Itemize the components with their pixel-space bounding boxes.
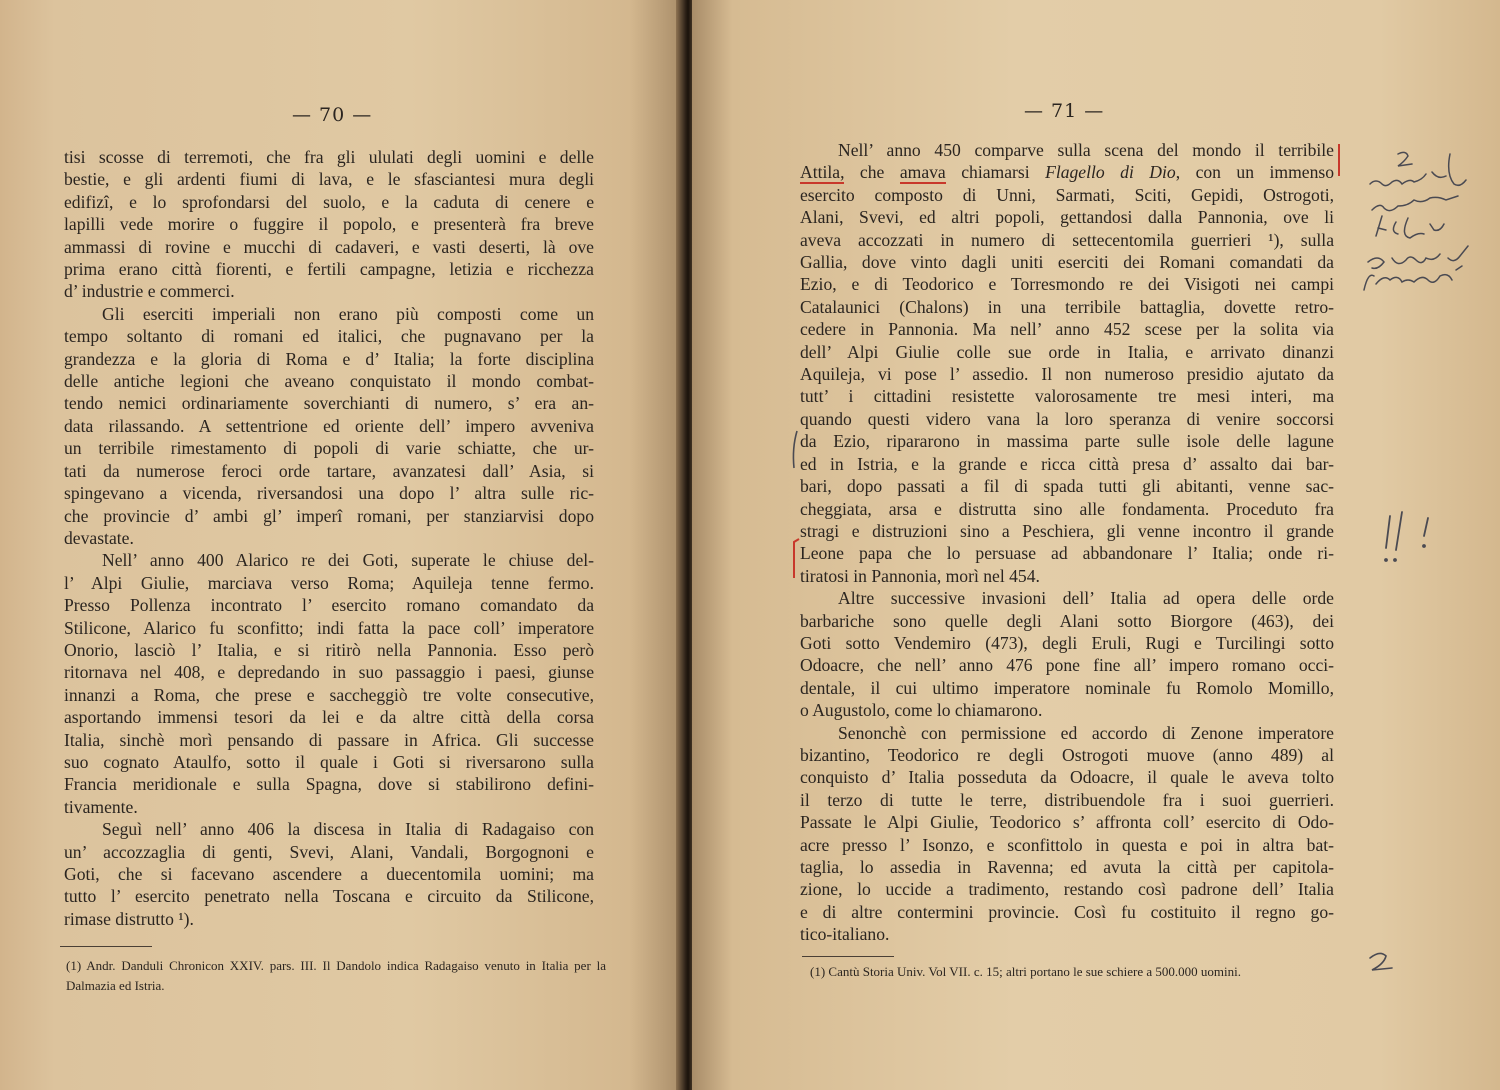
text-line: tiratosi in Pannonia, morì nel 454. bbox=[800, 565, 1040, 586]
text-line: Francia meridionale e sulla Spagna, dove si stabilirono defini- bbox=[64, 774, 594, 795]
text-line: il terzo di tutte le terre, distribuendole fra i suoi guerrieri. bbox=[800, 789, 1334, 810]
text-line: innanzi a Roma, che prese e saccheggiò tre volte consecutive, bbox=[64, 684, 594, 705]
text-line: Gallia, dove vinto dagli uniti eserciti dei Romani comandati da bbox=[800, 252, 1334, 273]
text-line: ed in Istria, e la grande e ricca città presa d’ assalto dai bar- bbox=[800, 453, 1334, 474]
text-line: tempo soltanto di romani ed italici, che pugnavano per la bbox=[64, 326, 594, 347]
text-line: Senonchè con permissione ed accordo di Zenone imperatore bbox=[838, 722, 1334, 743]
text-line: taglia, lo assedia in Ravenna; ed avuta la città per capitola- bbox=[800, 857, 1334, 877]
text-line: tendo nemici ordinariamente soverchianti di numero, s’ era an- bbox=[64, 393, 594, 414]
text-line: tati da numerose feroci orde tartare, avanzatesi dall’ Asia, si bbox=[64, 460, 594, 481]
text-line: Nell’ anno 400 Alarico re dei Goti, superate le chiuse del- bbox=[102, 550, 594, 571]
text-line: Aquileja, vi pose l’ assedio. Il non numeroso presidio ajutato da bbox=[800, 364, 1334, 385]
text-line: quando questi videro vana la loro speranza di venire soccorsi bbox=[800, 408, 1334, 429]
text-line: bizantino, Teodorico re degli Ostrogoti muove (anno 489) al bbox=[800, 744, 1334, 765]
text-line: bari, dopo passati a fil di spada tutti gli abitanti, venne sac- bbox=[800, 476, 1334, 497]
text-line: grandezza e la gloria di Roma e d’ Italia; la forte disciplina bbox=[64, 348, 594, 369]
text-line: lapilli vede morire o fuggire il popolo, e presenterà fra breve bbox=[64, 214, 594, 235]
text-line: cheggiata, arsa e distrutta sino alle fondamenta. Proceduto fra bbox=[800, 498, 1334, 519]
left-page bbox=[0, 0, 684, 1090]
text-line: dell’ Alpi Giulie colle sue orde in Italia, e arrivato dinanzi bbox=[800, 341, 1334, 362]
handwritten-margin-note bbox=[1362, 140, 1492, 300]
text-line: tutt’ i cittadini resistette valorosamente tre mesi interi, ma bbox=[800, 386, 1334, 407]
text-line bbox=[800, 161, 1334, 183]
text-line: l’ Alpi Giulie, marciava verso Roma; Aquileja tenne fermo. bbox=[64, 572, 594, 593]
red-underline-text: Attila, bbox=[800, 162, 845, 183]
text-line: o Augustolo, come lo chiamarono. bbox=[800, 700, 1043, 721]
footnote-rule-left bbox=[60, 946, 152, 947]
red-margin-bracket-bottom bbox=[790, 536, 802, 582]
text-line: conquisto d’ Italia posseduta da Odoacre, il quale le aveva tolto bbox=[800, 767, 1334, 788]
text-line: stragi e distruzioni sino a Peschiera, gli venne incontro il grande bbox=[800, 520, 1334, 541]
pencil-exclamation-marks bbox=[1380, 508, 1450, 568]
left-page-body bbox=[64, 146, 594, 930]
italic-text: Flagello di Dio bbox=[1045, 162, 1176, 183]
text-line: e di altre contermini provincie. Così fu costituito il regno go- bbox=[800, 901, 1334, 922]
text-line: rimase distrutto ¹). bbox=[64, 908, 194, 929]
text-line: suo cognato Ataulfo, sotto il quale i Goti si riversarono sulla bbox=[64, 751, 594, 772]
text-line: che provincie d’ ambi gl’ imperî romani, per stanziarvisi dopo bbox=[64, 505, 594, 526]
text-line: spingevano a vicenda, riversandosi una dopo l’ altra sulle ric- bbox=[64, 483, 594, 504]
text-line: Seguì nell’ anno 406 la discesa in Italia di Radagaiso con bbox=[102, 819, 594, 840]
red-underline-text: amava bbox=[899, 162, 946, 183]
text-line: asportando immensi tesori da lei e da altre città della corsa bbox=[64, 707, 594, 728]
text-line: Nell’ anno 450 comparve sulla scena del mondo il terribile bbox=[838, 140, 1334, 160]
text-line: d’ industrie e commerci. bbox=[64, 281, 235, 302]
text-line: devastate. bbox=[64, 527, 134, 548]
text-line: tivamente. bbox=[64, 796, 138, 817]
text-line: Stilicone, Alarico fu sconfitto; indi fatta la pace coll’ imperatore bbox=[64, 617, 594, 638]
text-line: un terribile rimestamento di popoli di varie schiatte, che ur- bbox=[64, 438, 594, 459]
footnote-rule-right bbox=[802, 956, 894, 957]
text-segment: che bbox=[844, 162, 900, 183]
text-line: edifizî, e lo sprofondarsi del suolo, e la caduta di cenere e bbox=[64, 191, 594, 212]
text-line: prima erano città fiorenti, e fertili campagne, letizia e ricchezza bbox=[64, 259, 594, 280]
text-line: Alani, Svevi, ed altri popoli, gettandosi dalla Pannonia, ove li bbox=[800, 207, 1334, 228]
text-line: Onorio, lasciò l’ Italia, e si ritirò nella Pannonia. Esso però bbox=[64, 639, 594, 660]
pencil-margin-bracket bbox=[788, 428, 800, 472]
footnote-left: (1) Andr. Danduli Chronicon XXIV. pars. III. Il Dandolo indica Radagaiso venuto in Italia per la Dalmazia ed Istria. bbox=[66, 958, 606, 993]
text-line: tico-italiano. bbox=[800, 924, 890, 945]
text-line: acre presso l’ Isonzo, e sconfittolo in questa e poi in altra bat- bbox=[800, 834, 1334, 855]
pencil-mark-bottom bbox=[1364, 948, 1404, 978]
text-line: dentale, il cui ultimo imperatore nominale fu Romolo Momillo, bbox=[800, 677, 1334, 698]
text-line: Goti, che si facevano ascendere a duecentomila uomini; ma bbox=[64, 864, 594, 884]
text-line: Leone papa che lo persuase ad abbandonare l’ Italia; onde ri- bbox=[800, 543, 1334, 564]
text-line: ritornava nel 408, e depredando in suo passaggio i paesi, giunse bbox=[64, 662, 594, 683]
text-line: ammassi di rovine e mucchi di cadaveri, e vasti deserti, là ove bbox=[64, 236, 594, 257]
text-line: bestie, e gli ardenti fiumi di lava, e le sfasciantesi mura degli bbox=[64, 169, 594, 190]
text-line: data rilassando. A settentrione ed oriente dell’ impero avveniva bbox=[64, 415, 594, 436]
text-line: cedere in Pannonia. Ma nell’ anno 452 scese per la solita via bbox=[800, 319, 1334, 340]
right-page-body bbox=[800, 139, 1334, 946]
text-line: un’ accozzaglia di genti, Svevi, Alani, Vandali, Borgognoni e bbox=[64, 841, 594, 862]
text-segment: chiamarsi bbox=[945, 162, 1046, 183]
red-margin-bracket-top bbox=[1336, 140, 1348, 180]
text-line: tisi scosse di terremoti, che fra gli ululati degli uomini e delle bbox=[64, 147, 594, 167]
text-line: Passate le Alpi Giulie, Teodorico s’ affronta coll’ esercito di Odo- bbox=[800, 812, 1334, 833]
page-number-right: — 71 — bbox=[1024, 100, 1105, 122]
text-line: Goti sotto Vendemiro (473), degli Eruli, Rugi e Turcilingi sotto bbox=[800, 632, 1334, 653]
text-line: zione, lo uccide a tradimento, restando così padrone dell’ Italia bbox=[800, 879, 1334, 900]
text-line: Ezio, e di Teodorico e Torresmondo re dei Visigoti nei campi bbox=[800, 274, 1334, 295]
text-line: Italia, sinchè morì pensando di passare in Africa. Gli successe bbox=[64, 729, 594, 750]
text-line: esercito composto di Unni, Sarmati, Sciti, Gepidi, Ostrogoti, bbox=[800, 184, 1334, 205]
text-line: Catalaunici (Chalons) in una terribile battaglia, dovette retro- bbox=[800, 296, 1334, 317]
text-line: Gli eserciti imperiali non erano più composti come un bbox=[102, 303, 594, 324]
right-page bbox=[692, 0, 1500, 1090]
text-line: da Ezio, ripararono in massima parte sulle isole delle lagune bbox=[800, 431, 1334, 452]
text-line: aveva accozzati in numero di settecentomila guerrieri ¹), sulla bbox=[800, 229, 1334, 250]
footnote-right: (1) Cantù Storia Univ. Vol VII. c. 15; altri portano le sue schiere a 500.000 uomini. bbox=[810, 964, 1241, 979]
text-line: Altre successive invasioni dell’ Italia ad opera delle orde bbox=[838, 588, 1334, 609]
text-line: barbariche sono quelle degli Alani sotto Biorgore (463), dei bbox=[800, 610, 1334, 631]
text-line: tutto l’ esercito penetrato nella Toscana e circuito da Stilicone, bbox=[64, 886, 594, 907]
text-line: Odoacre, che nell’ anno 476 pone fine all’ impero romano occi- bbox=[800, 655, 1334, 676]
text-line: Presso Pollenza incontrato l’ esercito romano comandato da bbox=[64, 595, 594, 616]
text-segment: , con un immenso bbox=[1175, 162, 1335, 183]
page-number-left: — 70 — bbox=[292, 104, 373, 126]
text-line: delle antiche legioni che aveano conquistato il mondo combat- bbox=[64, 371, 594, 392]
